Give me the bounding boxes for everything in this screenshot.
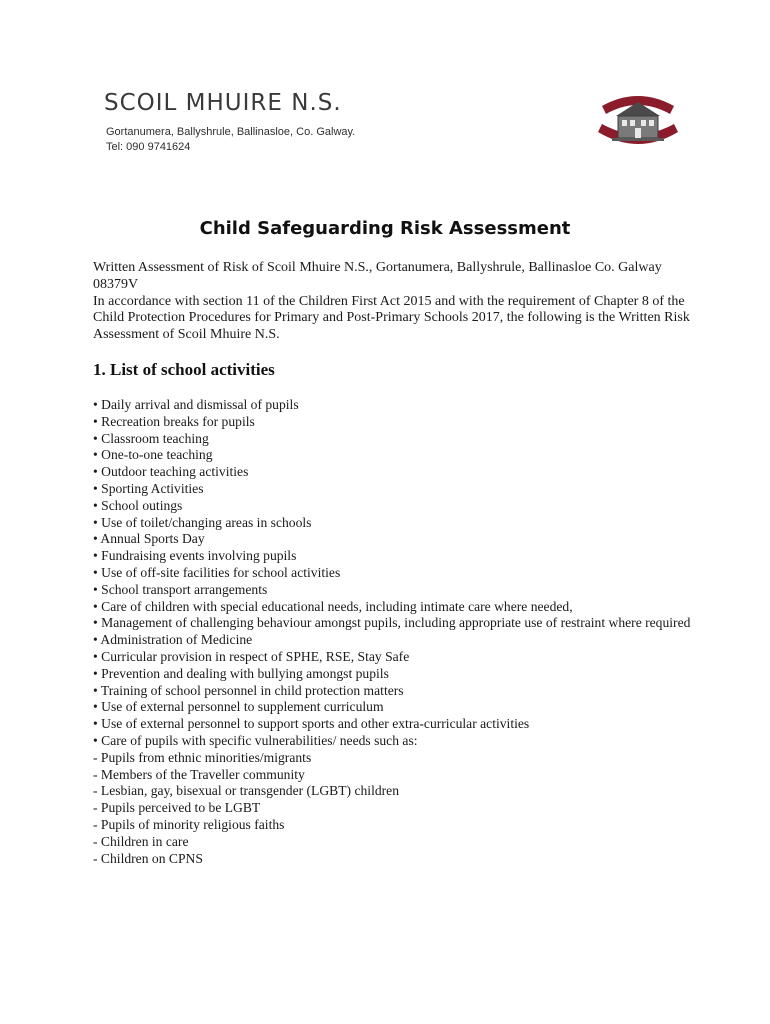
list-item: - Lesbian, gay, bisexual or transgender (LGBT) children — [93, 783, 400, 799]
school-address: Gortanumera, Ballyshrule, Ballinasloe, Co. Galway. — [106, 126, 356, 138]
list-item: • One-to-one teaching — [93, 447, 213, 463]
list-item: - Pupils from ethnic minorities/migrants — [93, 749, 312, 765]
crest-window — [649, 120, 654, 126]
crest-door — [635, 128, 641, 138]
school-activities-list — [93, 397, 693, 867]
list-item: • Use of external personnel to support sports and other extra-curricular activities — [93, 716, 530, 732]
list-item: • Administration of Medicine — [93, 632, 253, 648]
crest-window — [630, 120, 635, 126]
list-item: • Management of challenging behaviour amongst pupils, including appropriate use of restraint where required — [93, 615, 691, 631]
list-item: • Care of pupils with specific vulnerabilities/ needs such as: — [93, 732, 418, 748]
list-item: - Members of the Traveller community — [93, 766, 305, 782]
list-item: • Prevention and dealing with bullying amongst pupils — [93, 665, 389, 681]
list-item: • Training of school personnel in child protection matters — [93, 682, 404, 698]
list-item: • Daily arrival and dismissal of pupils — [93, 397, 299, 412]
list-item: • School outings — [93, 497, 183, 513]
intro-paragraph-2: In accordance with section 11 of the Children First Act 2015 and with the requirement of Chapter 8 of the Child Protection Procedures for Primary and Post-Primary Schools 2017, the following is the Written Risk Assessment of Scoil Mhuire N.S. — [93, 293, 690, 343]
list-item: • Use of external personnel to supplement curriculum — [93, 699, 384, 715]
intro-text — [93, 260, 693, 344]
list-item: • Classroom teaching — [93, 430, 209, 446]
list-item: • School transport arrangements — [93, 581, 268, 597]
crest-ground — [612, 138, 664, 141]
list-item: • Use of off-site facilities for school activities — [93, 564, 341, 580]
list-item: • Outdoor teaching activities — [93, 464, 249, 480]
list-item: • Annual Sports Day — [93, 531, 205, 547]
document-title: Child Safeguarding Risk Assessment — [199, 218, 571, 239]
list-item: - Children in care — [93, 833, 189, 849]
crest-window — [622, 120, 627, 126]
list-item: - Pupils of minority religious faiths — [93, 816, 285, 832]
list-item: • Fundraising events involving pupils — [93, 548, 297, 564]
intro-paragraph-1: Written Assessment of Risk of Scoil Mhuire N.S., Gortanumera, Ballyshrule, Ballinasloe Co. Galway 08379V — [93, 260, 662, 292]
list-item: - Pupils perceived to be LGBT — [93, 800, 261, 816]
list-item: • Use of toilet/changing areas in schools — [93, 514, 312, 530]
list-item: • Recreation breaks for pupils — [93, 413, 255, 429]
list-item: - Children on CPNS — [93, 850, 203, 866]
list-item: • Care of children with special educational needs, including intimate care where needed, — [93, 598, 573, 614]
crest-window — [641, 120, 646, 126]
school-telephone: Tel: 090 9741624 — [106, 141, 191, 153]
list-item: • Curricular provision in respect of SPHE, RSE, Stay Safe — [93, 648, 410, 664]
school-crest-logo — [590, 86, 686, 158]
list-item: • Sporting Activities — [93, 480, 204, 496]
section-heading-activities: 1. List of school activities — [93, 360, 275, 379]
school-name: SCOIL MHUIRE N.S. — [104, 90, 342, 116]
